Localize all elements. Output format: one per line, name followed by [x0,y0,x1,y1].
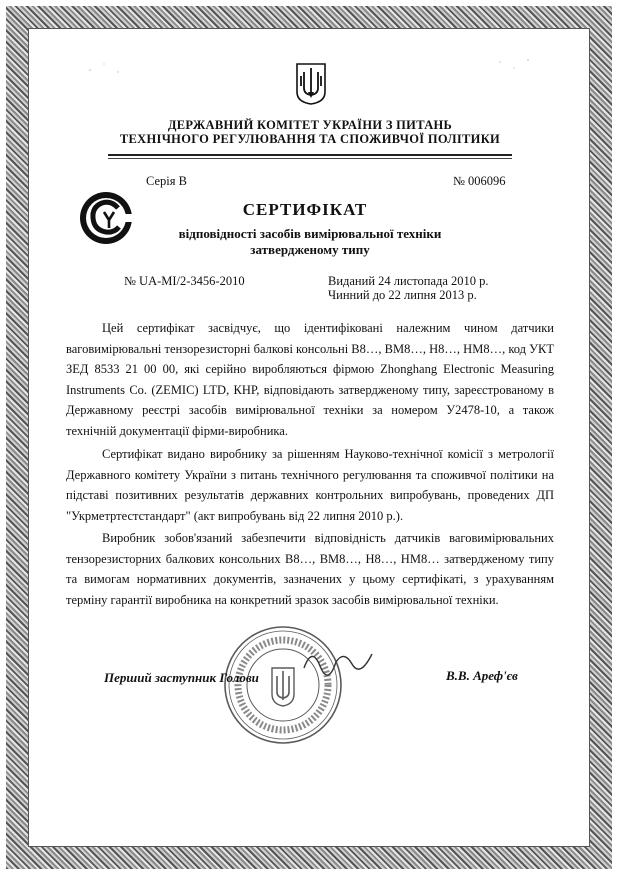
ministry-name-line1: ДЕРЖАВНИЙ КОМІТЕТ УКРАЇНИ З ПИТАНЬ [167,118,453,132]
issue-date: Виданий 24 листопада 2010 р. [328,274,489,288]
handwritten-signature [300,640,380,680]
body-paragraph-3: Виробник зобов'язаний забезпечити відповідність датчиків ваговимірювальних тензорезисторних балкових консольних В8…, ВМ8…, Н8…, НМ8… затвердженому типу та вимогам нормативних документів, зазначених у цьому сертифікаті, з урахуванням терміну гарантії виробника на конкретний зразок засобів вимірювальної техніки. [66,531,554,607]
certificate-number: № UA-MI/2-3456-2010 [124,274,245,288]
header-divider-thin [108,158,512,159]
signatory-name: В.В. Ареф'єв [446,668,518,683]
body-paragraph-1: Цей сертифікат засвідчує, що ідентифіковані належним чином датчики ваговимірювальні тензорезисторні балкові консольні В8…, ВМ8…, Н8…, НМ8…, код УКТ ЗЕД 8533 21 00 00, які серійно виробляються фірмою Zhonghang Electronic Measuring Instruments Co. (ZEMIC) LTD, КНР, відповідають затвердженому типу, зареєстрованому в Державному реєстрі засобів вимірювальної техніки за номером У2478-10, а також технічній документації фірми-виробника. [66,321,554,438]
ministry-name-line2: ТЕХНІЧНОГО РЕГУЛЮВАННЯ ТА СПОЖИВЧОЇ ПОЛІТИКИ [119,132,501,146]
body-paragraph-2: Сертифікат видано виробнику за рішенням Науково-технічної комісії з метрології Державного комітету України з питань технічного регулювання та споживчої політики на підставі позитивних результатів державних контрольних випробувань, проведених ДП "Укрметртестстандарт" (акт випробувань від 22 липня 2010 р.). [66,447,554,523]
series-label: Серія В [146,174,187,188]
header-divider [108,154,512,156]
certificate-title: СЕРТИФІКАТ [242,200,368,219]
signatory-position: Перший заступник Голови [104,670,259,685]
certificate-subtitle-line2: затвердженому типу [250,242,370,257]
valid-until-date: Чинний до 22 липня 2013 р. [328,288,477,302]
certificate-subtitle-line1: відповідності засобів вимірювальної техніки [178,226,442,241]
trident-icon [294,62,328,106]
blank-number: № 006096 [453,174,506,188]
